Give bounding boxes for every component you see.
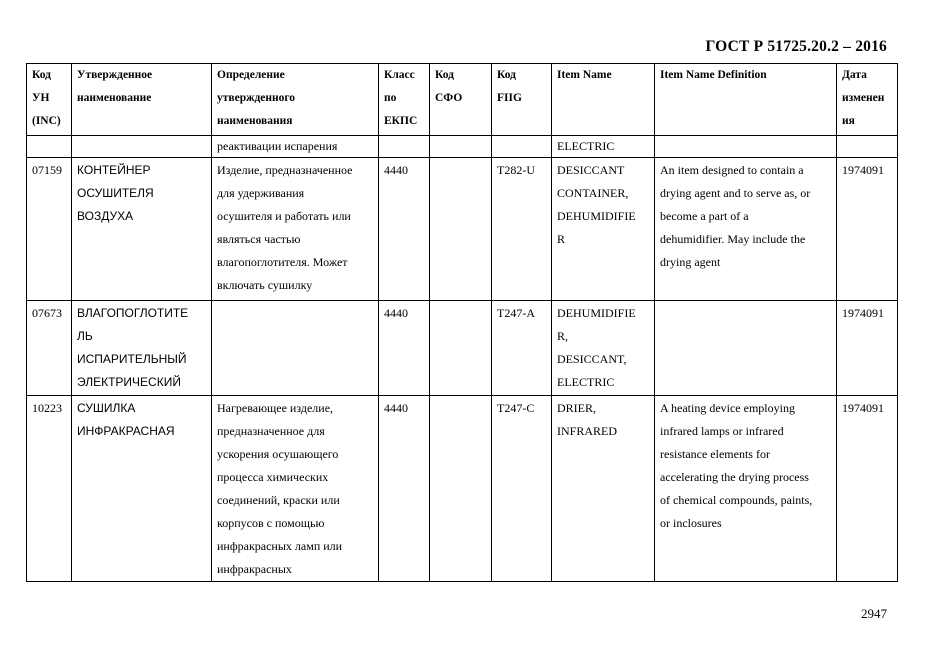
- header-item-name: Item Name: [552, 64, 655, 136]
- cell-date: 1974091: [837, 301, 898, 396]
- table-row: [27, 158, 898, 301]
- header-sfo: Код СФО: [430, 64, 492, 136]
- cell-code: 07159: [27, 158, 72, 301]
- cell-fiig: [492, 136, 552, 158]
- cell-item-definition: A heating device employing infrared lamps or infrared resistance elements for accelerating the drying process of chemical compounds, paints, or inclosures: [655, 396, 837, 582]
- continuation-row: [27, 136, 898, 158]
- cell-name: [72, 136, 212, 158]
- header-definition: Определение утвержденного наименования: [212, 64, 379, 136]
- cell-fiig: T247-A: [492, 301, 552, 396]
- cell-class: [379, 136, 430, 158]
- cell-name: ВЛАГОПОГЛОТИТЕ ЛЬ ИСПАРИТЕЛЬНЫЙ ЭЛЕКТРИЧЕСКИЙ: [72, 301, 212, 396]
- header-row: [27, 64, 898, 136]
- cell-item-definition: An item designed to contain a drying agent and to serve as, or become a part of a dehumidifier. May include the drying agent: [655, 158, 837, 301]
- header-name: Утвержденное наименование: [72, 64, 212, 136]
- cell-class: 4440: [379, 158, 430, 301]
- cell-sfo: [430, 396, 492, 582]
- cell-date: 1974091: [837, 396, 898, 582]
- cell-fiig: T247-C: [492, 396, 552, 582]
- cell-class: 4440: [379, 301, 430, 396]
- cell-class: 4440: [379, 396, 430, 582]
- cell-item-name: DEHUMIDIFIE R, DESICCANT, ELECTRIC: [552, 301, 655, 396]
- cell-sfo: [430, 136, 492, 158]
- table-row: [27, 301, 898, 396]
- cell-sfo: [430, 158, 492, 301]
- header-item-definition: Item Name Definition: [655, 64, 837, 136]
- cell-fiig: T282-U: [492, 158, 552, 301]
- cell-code: 07673: [27, 301, 72, 396]
- cell-code: 10223: [27, 396, 72, 582]
- cell-item-definition: [655, 136, 837, 158]
- cell-name: КОНТЕЙНЕР ОСУШИТЕЛЯ ВОЗДУХА: [72, 158, 212, 301]
- cell-item-name: ELECTRIC: [552, 136, 655, 158]
- standard-designation: ГОСТ Р 51725.20.2 – 2016: [705, 38, 887, 55]
- cell-item-definition: [655, 301, 837, 396]
- cell-date: 1974091: [837, 158, 898, 301]
- cell-sfo: [430, 301, 492, 396]
- table-row: [27, 396, 898, 582]
- cell-definition: Изделие, предназначенное для удерживания осушителя и работать или являться частью влагопоглотителя. Может включать сушилку: [212, 158, 379, 301]
- header-fiig: Код FIIG: [492, 64, 552, 136]
- cell-date: [837, 136, 898, 158]
- cell-name: СУШИЛКА ИНФРАКРАСНАЯ: [72, 396, 212, 582]
- header-code: Код УН (INC): [27, 64, 72, 136]
- header-date: Дата изменен ия: [837, 64, 898, 136]
- cell-item-name: DESICCANT CONTAINER, DEHUMIDIFIE R: [552, 158, 655, 301]
- cell-definition: Нагревающее изделие, предназначенное для ускорения осушающего процесса химических соединений, краски или корпусов с помощью инфракрасных ламп или инфракрасных: [212, 396, 379, 582]
- cell-definition: [212, 301, 379, 396]
- cell-definition: реактивации испарения: [212, 136, 379, 158]
- cell-item-name: DRIER, INFRARED: [552, 396, 655, 582]
- cell-code: [27, 136, 72, 158]
- page-number: 2947: [861, 606, 887, 621]
- header-class: Класс по ЕКПС: [379, 64, 430, 136]
- catalog-table: [26, 63, 898, 582]
